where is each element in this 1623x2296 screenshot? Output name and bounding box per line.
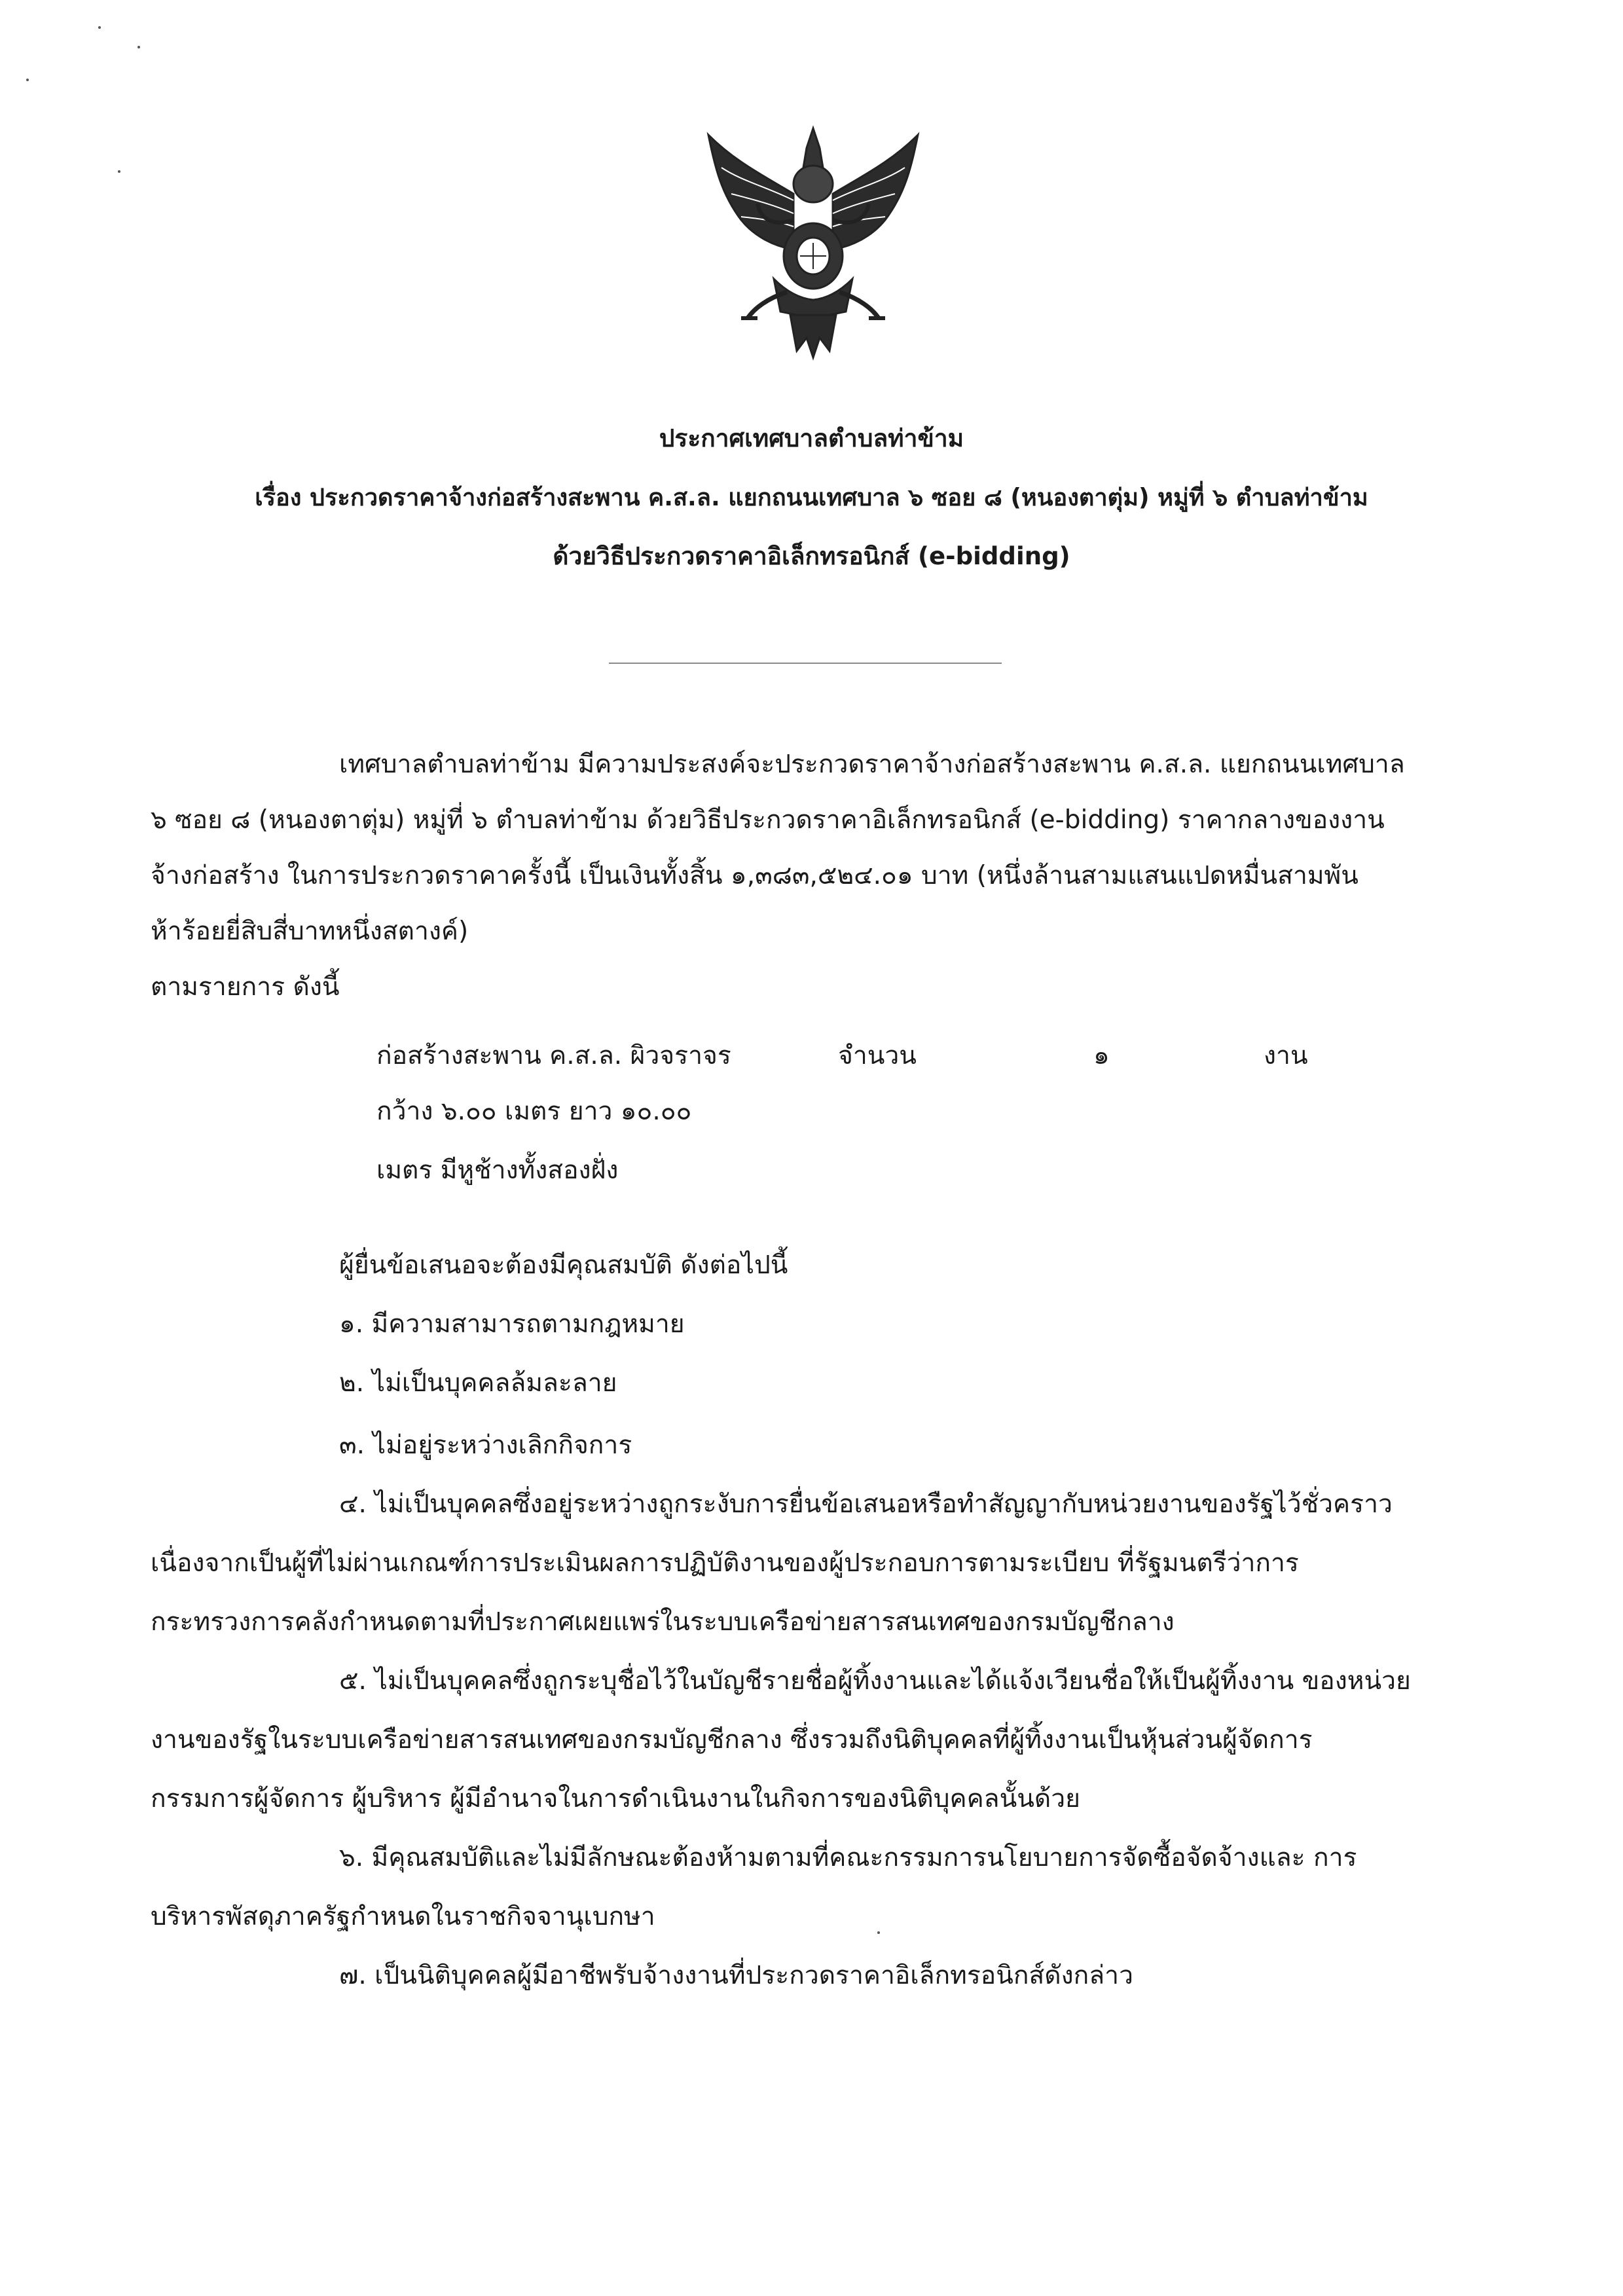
item-description-3: เมตร มีหูช้างทั้งสองฝั่ง	[376, 1156, 619, 1185]
garuda-emblem-icon	[695, 122, 931, 364]
qualification-3: ๓. ไม่อยู่ระหว่างเลิกกิจการ	[339, 1430, 632, 1460]
announcement-method: ด้วยวิธีประกวดราคาอิเล็กทรอนิกส์ (e-bidding)	[553, 542, 1070, 570]
scan-speck	[118, 170, 120, 173]
scan-speck	[98, 26, 101, 29]
scan-speck	[877, 1931, 880, 1934]
qualification-6-line-1: ๖. มีคุณสมบัติและไม่มีลักษณะต้องห้ามตามที่คณะกรรมการนโยบายการจัดซื้อจัดจ้างและ การ	[339, 1843, 1357, 1872]
item-qty: ๑	[1093, 1041, 1110, 1070]
qualification-4-line-1: ๔. ไม่เป็นบุคคลซึ่งอยู่ระหว่างถูกระงับการยื่นข้อเสนอหรือทำสัญญากับหน่วยงานของรัฐไว้ชั่วคราว	[339, 1489, 1393, 1519]
qualification-7: ๗. เป็นนิติบุคคลผู้มีอาชีพรับจ้างงานที่ประกวดราคาอิเล็กทรอนิกส์ดังกล่าว	[339, 1961, 1133, 1990]
qualification-1: ๑. มีความสามารถตามกฎหมาย	[339, 1309, 685, 1339]
intro-line-1: เทศบาลตำบลท่าข้าม มีความประสงค์จะประกวดราคาจ้างก่อสร้างสะพาน ค.ส.ล. แยกถนนเทศบาล	[339, 750, 1405, 779]
announcement-title: ประกาศเทศบาลตำบลท่าข้าม	[659, 424, 964, 452]
qualifications-heading: ผู้ยื่นข้อเสนอจะต้องมีคุณสมบัติ ดังต่อไปนี้	[339, 1250, 788, 1280]
qualification-2: ๒. ไม่เป็นบุคคลล้มละลาย	[339, 1368, 617, 1398]
intro-line-4: ห้าร้อยยี่สิบสี่บาทหนึ่งสตางค์)	[151, 917, 469, 946]
qualification-6-line-2: บริหารพัสดุภาครัฐกำหนดในราชกิจจานุเบกษา	[151, 1902, 655, 1931]
qualification-5-line-1: ๕. ไม่เป็นบุคคลซึ่งถูกระบุชื่อไว้ในบัญชีรายชื่อผู้ทิ้งงานและได้แจ้งเวียนชื่อให้เป็นผู้ทิ้งงาน ของหน่วย	[339, 1666, 1411, 1696]
title-divider	[609, 663, 1002, 664]
qualification-5-line-3: กรรมการผู้จัดการ ผู้บริหาร ผู้มีอำนาจในการดำเนินงานในกิจการของนิติบุคคลนั้นด้วย	[151, 1784, 1080, 1813]
item-description-2: กว้าง ๖.๐๐ เมตร ยาว ๑๐.๐๐	[376, 1097, 692, 1126]
intro-line-3: จ้างก่อสร้าง ในการประกวดราคาครั้งนี้ เป็นเงินทั้งสิ้น ๑,๓๘๓,๕๒๔.๐๑ บาท (หนึ่งล้านสามแสนแปดหมื่นสามพัน	[151, 861, 1359, 890]
qualification-4-line-2: เนื่องจากเป็นผู้ที่ไม่ผ่านเกณฑ์การประเมินผลการปฏิบัติงานของผู้ประกอบการตามระเบียบ ที่รัฐมนตรีว่าการ	[151, 1548, 1299, 1578]
item-unit: งาน	[1264, 1041, 1308, 1070]
item-qty-label: จำนวน	[838, 1041, 917, 1070]
item-description-1: ก่อสร้างสะพาน ค.ส.ล. ผิวจราจร	[376, 1041, 731, 1070]
announcement-subject: เรื่อง ประกวดราคาจ้างก่อสร้างสะพาน ค.ส.ล. แยกถนนเทศบาล ๖ ซอย ๘ (หนองตาตุ่ม) หมู่ที่ ๖ ตำบลท่าข้าม	[255, 483, 1368, 511]
intro-line-5: ตามรายการ ดังนี้	[151, 972, 340, 1002]
qualification-5-line-2: งานของรัฐในระบบเครือข่ายสารสนเทศของกรมบัญชีกลาง ซึ่งรวมถึงนิติบุคคลที่ผู้ทิ้งงานเป็นหุ้นส่วนผู้จัดการ	[151, 1725, 1313, 1755]
scan-speck	[26, 79, 29, 81]
scan-speck	[137, 46, 140, 48]
qualification-4-line-3: กระทรวงการคลังกำหนดตามที่ประกาศเผยแพร่ในระบบเครือข่ายสารสนเทศของกรมบัญชีกลาง	[151, 1607, 1175, 1637]
intro-line-2: ๖ ซอย ๘ (หนองตาตุ่ม) หมู่ที่ ๖ ตำบลท่าข้าม ด้วยวิธีประกวดราคาอิเล็กทรอนิกส์ (e-bidding) ราคากลางของงาน	[151, 805, 1385, 835]
